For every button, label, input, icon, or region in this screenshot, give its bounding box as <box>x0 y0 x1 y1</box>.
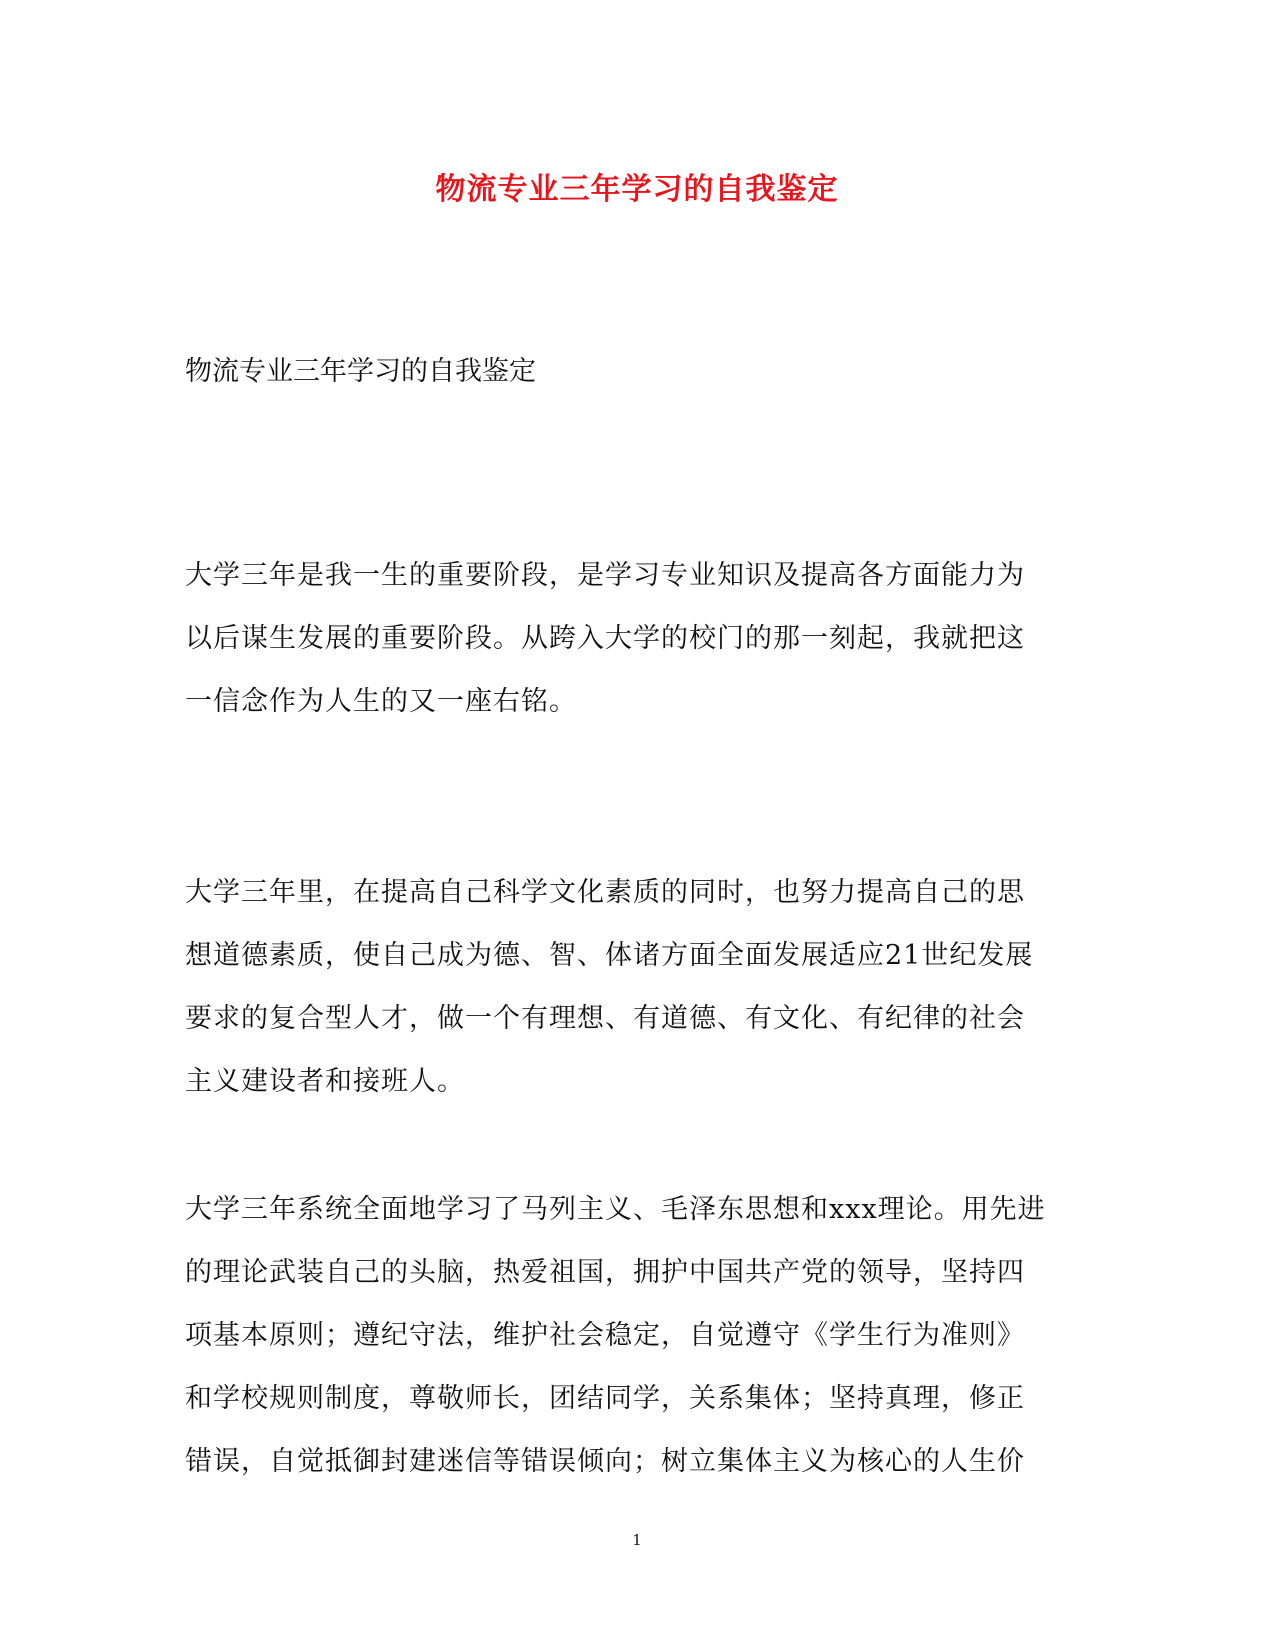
paragraph-line: 要求的复合型人才，做一个有理想、有道德、有文化、有纪律的社会 <box>185 1003 1025 1034</box>
paragraph-line: 大学三年里，在提高自己科学文化素质的同时，也努力提高自己的思 <box>185 877 1025 908</box>
paragraph-line: 主义建设者和接班人。 <box>185 1066 465 1097</box>
paragraph-3 <box>185 1178 1080 1493</box>
document-title: 物流专业三年学习的自我鉴定 <box>435 172 839 207</box>
page-number: 1 <box>632 1531 642 1549</box>
document-subtitle: 物流专业三年学习的自我鉴定 <box>185 356 536 387</box>
paragraph-line: 想道德素质，使自己成为德、智、体诸方面全面发展适应21世纪发展 <box>185 940 1034 971</box>
paragraph-line: 的理论武装自己的头脑，热爱祖国，拥护中国共产党的领导，坚持四 <box>185 1257 1025 1288</box>
paragraph-2 <box>185 861 1080 1113</box>
paragraph-line: 一信念作为人生的又一座右铭。 <box>185 686 577 717</box>
paragraph-line: 和学校规则制度，尊敬师长，团结同学，关系集体；坚持真理，修正 <box>185 1383 1025 1414</box>
paragraph-line: 以后谋生发展的重要阶段。从跨入大学的校门的那一刻起，我就把这 <box>185 623 1025 654</box>
paragraph-line: 错误，自觉抵御封建迷信等错误倾向；树立集体主义为核心的人生价 <box>185 1446 1025 1477</box>
paragraph-line: 大学三年是我一生的重要阶段，是学习专业知识及提高各方面能力为 <box>185 560 1025 591</box>
paragraph-1 <box>185 544 1080 733</box>
paragraph-line: 项基本原则；遵纪守法，维护社会稳定，自觉遵守《学生行为准则》 <box>185 1320 1025 1351</box>
paragraph-line: 大学三年系统全面地学习了马列主义、毛泽东思想和xxx理论。用先进 <box>185 1194 1046 1225</box>
